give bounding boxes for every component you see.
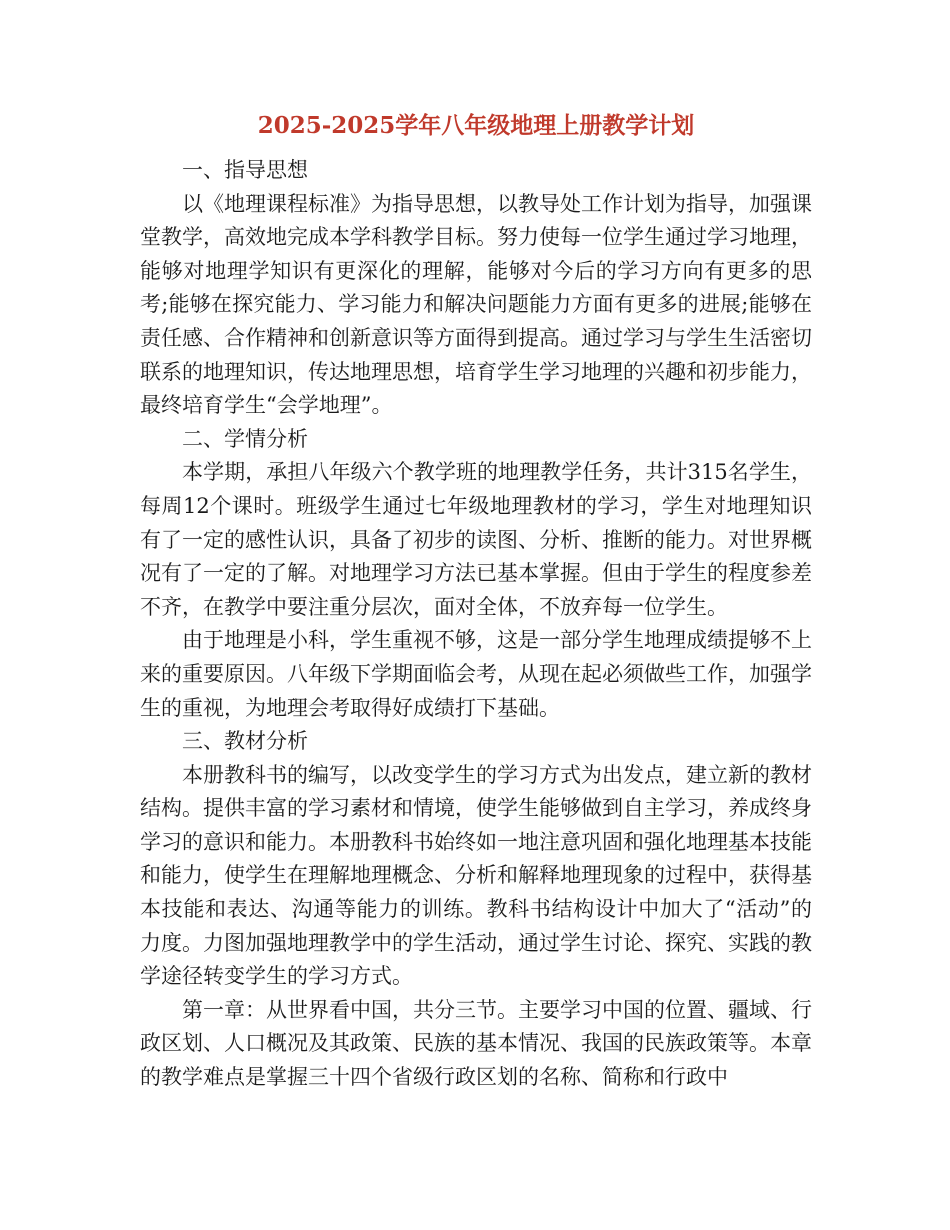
paragraph-guiding-ideology: 以《地理课程标准》为指导思想，以教导处工作计划为指导，加强课堂教学，高效地完成本学科教学目标。努力使每一位学生通过学习地理，能够对地理学知识有更深化的理解，能够对今后的学习方向有更多的思考;能够在探究能力、学习能力和解决问题能力方面有更多的进展;能够在责任感、合作精神和创新意识等方面得到提高。通过学习与学生生活密切联系的地理知识，传达地理思想，培育学生学习地理的兴趣和初步能力，最终培育学生“会学地理”。 xyxy=(140,191,812,418)
paragraph-student-importance: 由于地理是小科，学生重视不够，这是一部分学生地理成绩提够不上来的重要原因。八年级下学期面临会考，从现在起必须做些工作，加强学生的重视，为地理会考取得好成绩打下基础。 xyxy=(140,628,812,720)
section-heading-guiding-ideology: 一、指导思想 xyxy=(182,158,308,182)
paragraph-student-analysis: 本学期，承担八年级六个教学班的地理教学任务，共计315名学生，每周12个课时。班级学生通过七年级地理教材的学习，学生对地理知识有了一定的感性认识，具备了初步的读图、分析、推断的能力。对世界概况有了一定的了解。对地理学习方法已基本掌握。但由于学生的程度参差不齐，在教学中要注重分层次，面对全体，不放弃每一位学生。 xyxy=(140,460,812,619)
document-page xyxy=(140,106,812,1095)
section-heading-student-analysis: 二、学情分析 xyxy=(182,426,308,451)
section-heading-textbook-analysis: 三、教材分析 xyxy=(182,729,308,754)
paragraph-textbook-analysis: 本册教科书的编写，以改变学生的学习方式为出发点，建立新的教材结构。提供丰富的学习素材和情境，使学生能够做到自主学习，养成终身学习的意识和能力。本册教科书始终如一地注意巩固和强化地理基本技能和能力，使学生在理解地理概念、分析和解释地理现象的过程中，获得基本技能和表达、沟通等能力的训练。教科书结构设计中加大了“活动”的力度。力图加强地理教学中的学生活动，通过学生讨论、探究、实践的教学途径转变学生的学习方式。 xyxy=(140,762,812,989)
document-title: 2025-2025学年八年级地理上册教学计划 xyxy=(257,112,695,139)
paragraph-chapter-one: 第一章：从世界看中国，共分三节。主要学习中国的位置、疆域、行政区划、人口概况及其政策、民族的基本情况、我国的民族政策等。本章的教学难点是掌握三十四个省级行政区划的名称、简称和行政中 xyxy=(140,997,812,1090)
